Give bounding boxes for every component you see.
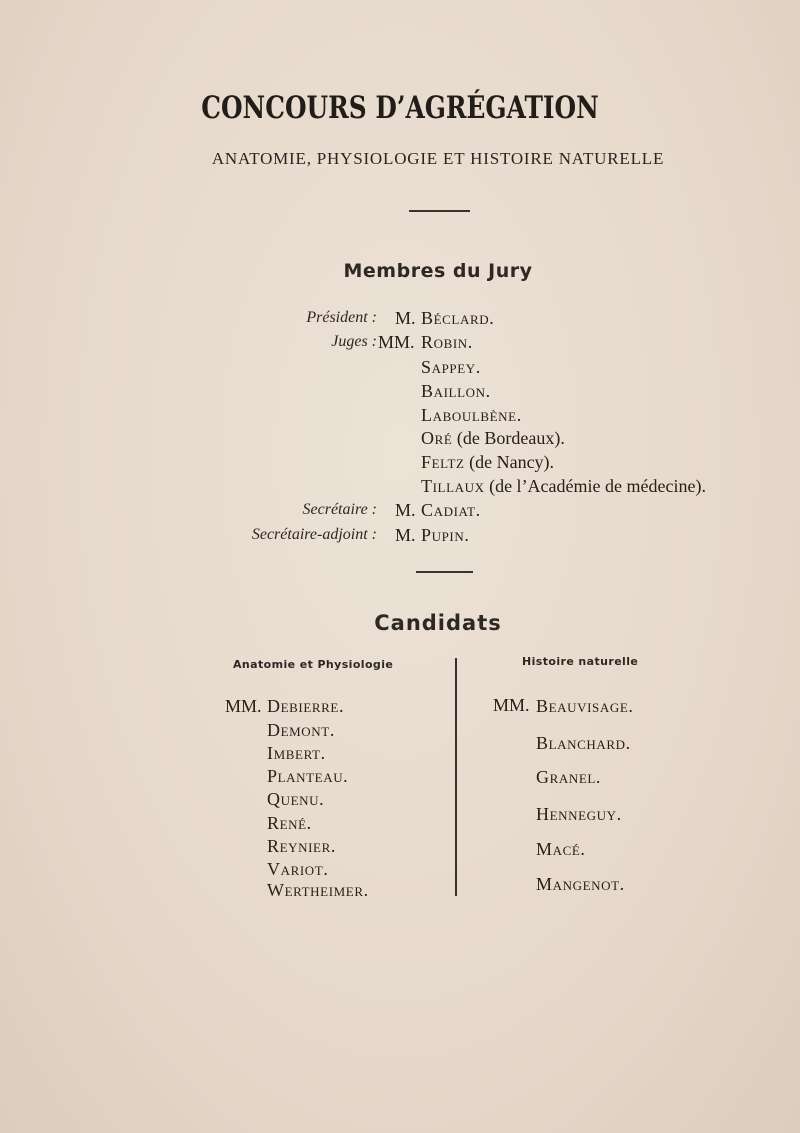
jury-member-surname: Cadiat.	[421, 500, 481, 520]
jury-member-surname: Tillaux	[421, 476, 485, 496]
candidats-heading: Candidats	[374, 611, 502, 635]
candidate-name: Blanchard.	[536, 733, 631, 753]
jury-member-note: (de Nancy).	[464, 452, 555, 472]
candidate-name: Macé.	[536, 839, 586, 859]
jury-member-note: (de Bordeaux).	[452, 428, 565, 448]
candidate-name: Beauvisage.	[536, 696, 634, 716]
jury-member-name	[421, 357, 481, 378]
candidate-name: Planteau.	[267, 766, 349, 786]
jury-member-name	[421, 500, 481, 521]
column-divider	[455, 658, 457, 896]
candidate-name: Reynier.	[267, 836, 336, 856]
candidate-name: Quenu.	[267, 789, 325, 809]
jury-member-name	[421, 428, 565, 449]
jury-member-name	[421, 332, 473, 353]
jury-member-name	[421, 525, 469, 546]
candidate-name: Debierre.	[267, 696, 345, 716]
candidate-name: Variot.	[267, 859, 329, 879]
candidate-name: Wertheimer.	[267, 880, 369, 900]
column-heading-anatomie: Anatomie et Physiologie	[233, 658, 394, 671]
divider-rule-middle	[416, 571, 473, 573]
candidate-name: Demont.	[267, 720, 335, 740]
jury-member-name	[421, 476, 706, 497]
jury-member-note: (de l’Académie de médecine).	[484, 476, 706, 496]
candidate-name: Imbert.	[267, 743, 326, 763]
jury-member-surname: Laboulbène.	[421, 405, 522, 425]
jury-member-surname: Béclard.	[421, 308, 495, 328]
page-subtitle: ANATOMIE, PHYSIOLOGIE ET HISTOIRE NATURELLE	[211, 149, 665, 168]
divider-rule-top	[409, 210, 470, 212]
candidate-prefix: MM.	[493, 695, 530, 715]
jury-member-surname: Pupin.	[421, 525, 470, 545]
jury-member-surname: Robin.	[421, 332, 473, 352]
candidate-name: René.	[267, 813, 312, 833]
jury-member-surname: Baillon.	[421, 381, 491, 401]
jury-member-surname: Feltz	[421, 452, 465, 472]
jury-role: Président :	[306, 309, 377, 326]
candidate-name: Henneguy.	[536, 804, 622, 824]
jury-prefix: M.	[395, 500, 416, 520]
jury-member-surname: Oré	[421, 428, 453, 448]
jury-member-name	[421, 308, 494, 329]
candidate-name: Mangenot.	[536, 874, 625, 894]
candidate-name: Granel.	[536, 767, 602, 787]
jury-member-name	[421, 452, 554, 473]
jury-role: Secrétaire :	[302, 501, 377, 518]
jury-member-name	[421, 405, 522, 426]
jury-member-name	[421, 381, 491, 402]
page-title: CONCOURS D’AGRÉGATION	[201, 90, 599, 126]
jury-prefix: MM.	[378, 332, 415, 352]
jury-heading: Membres du Jury	[343, 260, 533, 282]
jury-role: Secrétaire-adjoint :	[251, 526, 377, 543]
column-heading-histoire: Histoire naturelle	[522, 655, 639, 668]
jury-prefix: M.	[395, 525, 416, 545]
jury-prefix: M.	[395, 308, 416, 328]
candidate-prefix: MM.	[225, 696, 262, 716]
jury-member-surname: Sappey.	[421, 357, 481, 377]
jury-role: Juges :	[331, 333, 377, 350]
